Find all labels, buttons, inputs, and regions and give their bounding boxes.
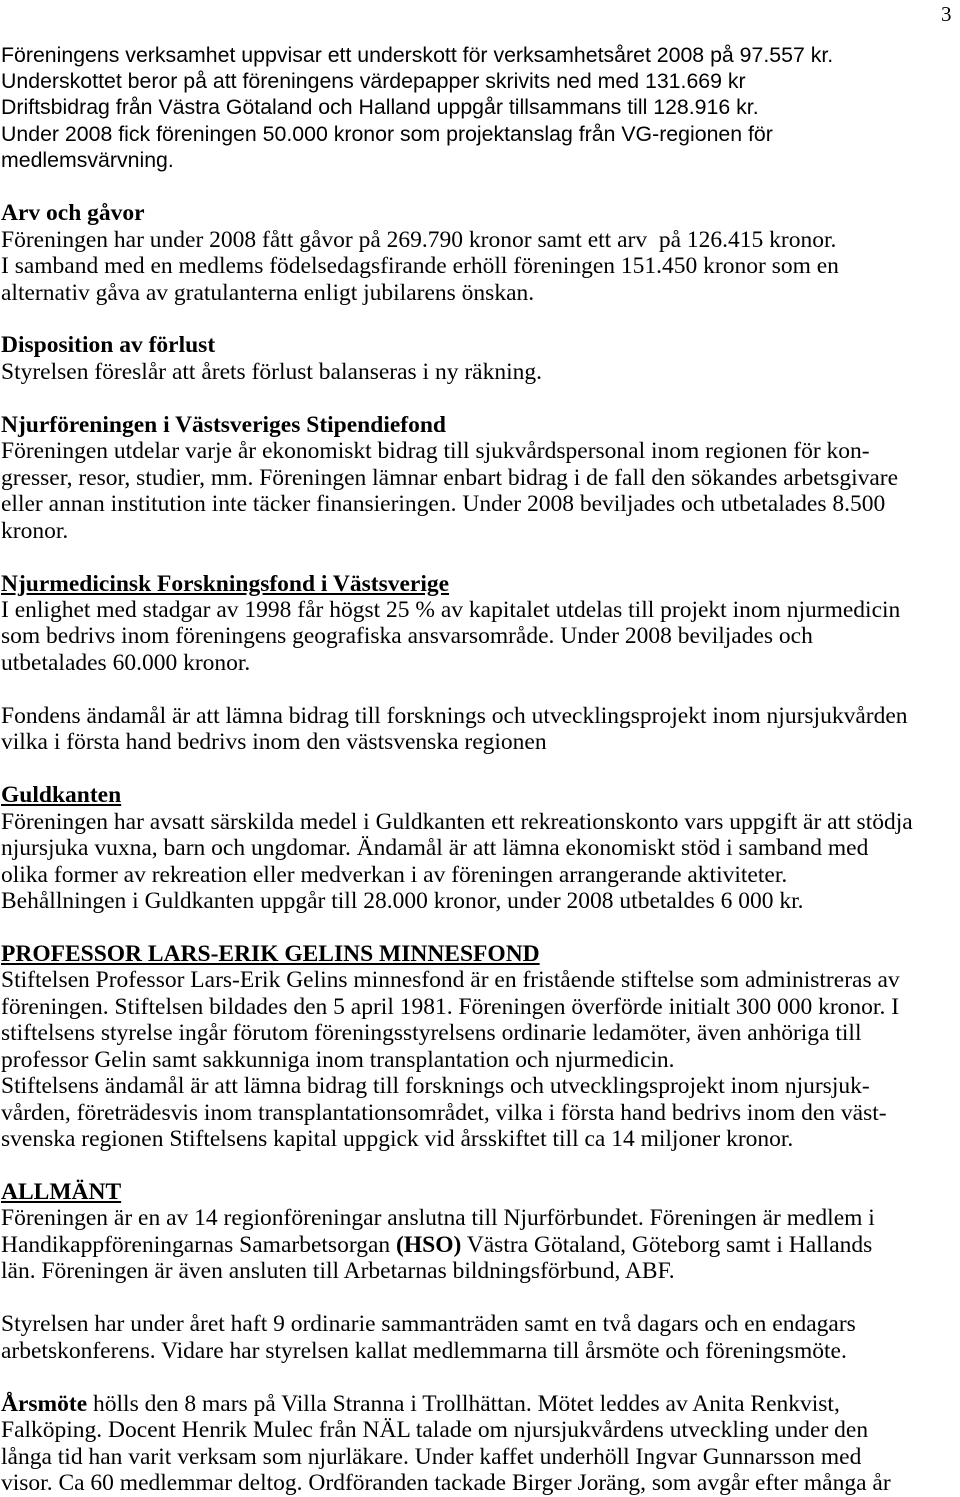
text-line	[1, 1232, 960, 1258]
text-line: Underskottet beror på att föreningens värdepapper skrivits ned med 131.669 kr	[1, 68, 746, 93]
section-heading: PROFESSOR LARS-ERIK GELINS MINNESFOND	[1, 940, 540, 967]
text-line: alternativ gåva av gratulanterna enligt jubilarens önskan.	[1, 279, 535, 306]
text-line: visor. Ca 60 medlemmar deltog. Ordföranden tackade Birger Joräng, som avgår efter många år	[1, 1469, 891, 1496]
text-line: Stiftelsens ändamål är att lämna bidrag till forsknings och utvecklingsprojekt inom njursjuk-	[1, 1073, 870, 1100]
text-line: långa tid han varit verksam som njurläkare. Under kaffet underhöll Ingvar Gunnarsson med	[1, 1443, 862, 1470]
section-heading: Disposition av förlust	[1, 332, 216, 359]
text-line: vilka i första hand bedrivs inom den västsvenska regionen	[1, 729, 547, 756]
text-line: Föreningen har under 2008 fått gåvor på 269.790 kronor samt ett arv på 126.415 kronor.	[1, 226, 837, 253]
text-line: kronor.	[1, 517, 69, 544]
text-line: vården, företrädesvis inom transplantationsområdet, vilka i första hand bedrivs inom den väst-	[1, 1099, 887, 1126]
section-arv-och-gavor	[1, 200, 960, 306]
section-forskningsfond	[1, 571, 960, 677]
text-line: Behållningen i Guldkanten uppgår till 28.000 kronor, under 2008 utbetaldes 6 000 kr.	[1, 888, 804, 914]
section-fondens-andamal	[1, 703, 960, 756]
text-line: Föreningen utdelar varje år ekonomiskt bidrag till sjukvårdspersonal inom regionen för kon-	[1, 438, 870, 465]
text-line: eller annan institution inte täcker finansieringen. Under 2008 beviljades och utbetalades 8.500	[1, 491, 886, 518]
text-line: Driftsbidrag från Västra Götaland och Halland uppgår tillsammans till 128.916 kr.	[1, 95, 759, 120]
section-stipendiefond	[1, 412, 960, 544]
page-number: 3	[941, 2, 952, 26]
text-line: I enlighet med stadgar av 1998 får högst 25 % av kapitalet utdelas till projekt inom njurmedicin	[1, 597, 901, 624]
bold-abbreviation: (HSO)	[396, 1231, 462, 1258]
text-line: professor Gelin samt sakkunniga inom transplantation och njurmedicin.	[1, 1046, 675, 1073]
text-line: Föreningens verksamhet uppvisar ett underskott för verksamhetsåret 2008 på 97.557 kr.	[1, 42, 834, 67]
text-segment: Handikappföreningarnas Samarbetsorgan	[1, 1231, 397, 1258]
section-guldkanten	[1, 782, 960, 914]
text-line: gresser, resor, studier, mm. Föreningen lämnar enbart bidrag i de fall den sökandes arbetsgivare	[1, 464, 899, 491]
text-line: Styrelsen har under året haft 9 ordinarie sammanträden samt en två dagars och en endagars	[1, 1311, 856, 1338]
section-styrelsen	[1, 1311, 960, 1364]
text-line: svenska regionen Stiftelsens kapital uppgick vid årsskiftet till ca 14 miljoner kronor.	[1, 1126, 794, 1153]
text-line: medlemsvärvning.	[1, 148, 174, 173]
text-line: Fondens ändamål är att lämna bidrag till forsknings och utvecklingsprojekt inom njursjukvården	[1, 702, 908, 729]
section-allmant	[1, 1179, 960, 1285]
section-arsmote	[1, 1391, 960, 1497]
section-heading: ALLMÄNT	[1, 1178, 122, 1205]
text-line: län. Föreningen är även ansluten till Arbetarnas bildningsförbund, ABF.	[1, 1258, 675, 1285]
text-line: Föreningen är en av 14 regionföreningar anslutna till Njurförbundet. Föreningen är medlem i	[1, 1205, 875, 1232]
section-gelins-minnesfond	[1, 941, 960, 1153]
text-line: Styrelsen föreslår att årets förlust balanseras i ny räkning.	[1, 358, 542, 385]
section-heading: Njurmedicinsk Forskningsfond i Västsverige	[1, 570, 450, 597]
text-line: olika former av rekreation eller medverkan i av föreningen arrangerande aktiviteter.	[1, 861, 788, 888]
text-line: arbetskonferens. Vidare har styrelsen kallat medlemmarna till årsmöte och föreningsmöte.	[1, 1337, 847, 1364]
section-finances	[1, 42, 960, 174]
text-line: Föreningen har avsatt särskilda medel i Guldkanten ett rekreationskonto vars uppgift är att stödja	[1, 808, 913, 835]
text-line: som bedrivs inom föreningens geografiska ansvarsområde. Under 2008 beviljades och	[1, 623, 813, 650]
section-heading: Arv och gåvor	[1, 200, 145, 227]
text-line: Stiftelsen Professor Lars-Erik Gelins minnesfond är en fristående stiftelse som administreras av	[1, 967, 900, 994]
section-heading: Guldkanten	[1, 782, 122, 809]
text-line: utbetalades 60.000 kronor.	[1, 649, 251, 676]
text-line: njursjuka vuxna, barn och ungdomar. Ändamål är att lämna ekonomiskt stöd i samband med	[1, 835, 869, 862]
text-line	[1, 1391, 960, 1417]
text-segment: hölls den 8 mars på Villa Stranna i Trollhättan. Mötet leddes av Anita Renkvist,	[87, 1390, 840, 1417]
text-line: I samband med en medlems födelsedagsfirande erhöll föreningen 151.450 kronor som en	[1, 253, 839, 280]
bold-lead-word: Årsmöte	[1, 1390, 88, 1417]
text-segment: Västra Götaland, Göteborg samt i Hallands	[461, 1231, 873, 1258]
text-line: Under 2008 fick föreningen 50.000 kronor som projektanslag från VG-regionen för	[1, 121, 773, 146]
text-line: stiftelsens styrelse ingår förutom föreningsstyrelsens ordinarie ledamöter, även anhöriga till	[1, 1020, 862, 1047]
text-line: föreningen. Stiftelsen bildades den 5 april 1981. Föreningen överförde initialt 300 000 kronor. I	[1, 993, 900, 1020]
text-line: Falköping. Docent Henrik Mulec från NÄL talade om njursjukvårdens utveckling under den	[1, 1417, 869, 1444]
section-heading: Njurföreningen i Västsveriges Stipendiefond	[1, 411, 446, 438]
section-disposition	[1, 332, 960, 385]
